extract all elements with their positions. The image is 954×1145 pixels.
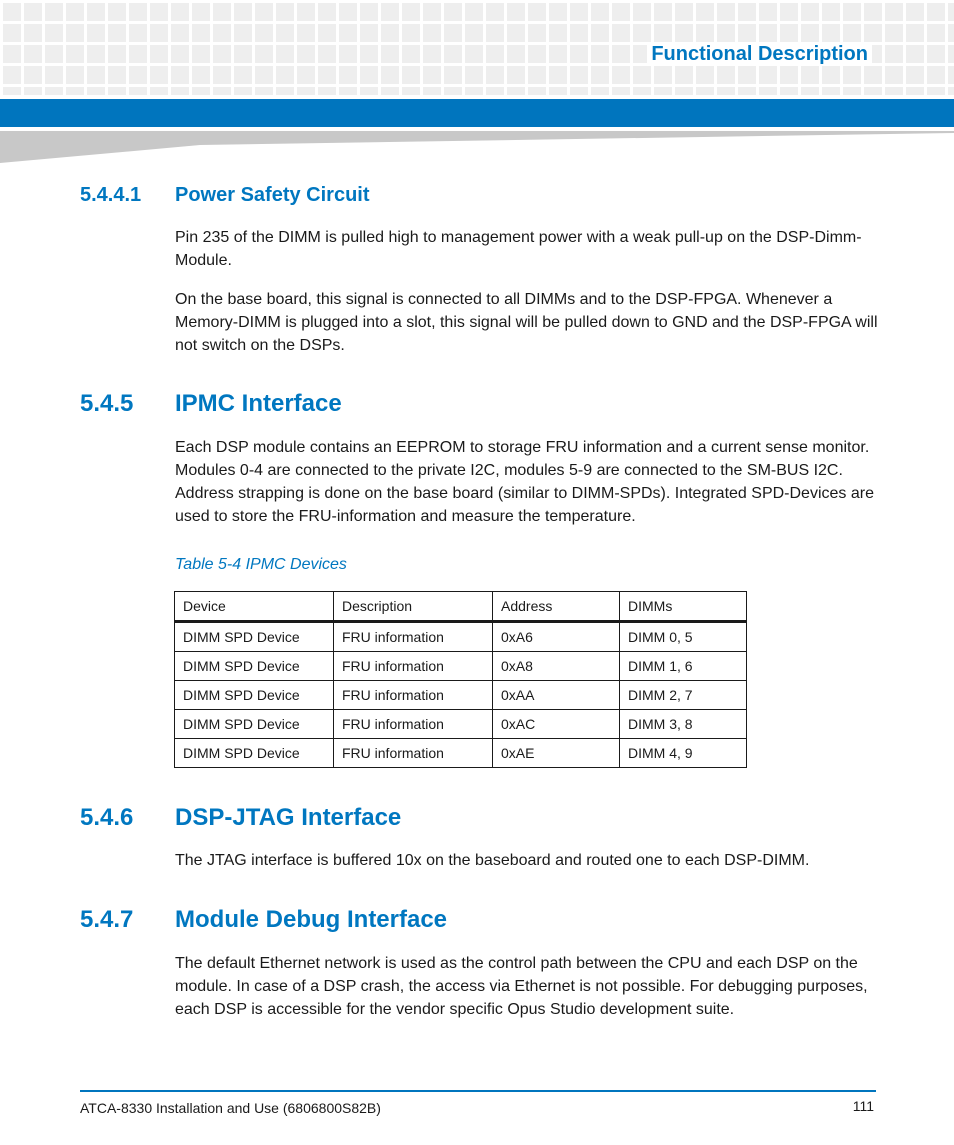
section-title: Power Safety Circuit bbox=[175, 184, 370, 206]
table-cell: 0xA8 bbox=[493, 652, 620, 681]
table-cell: DIMM 2, 7 bbox=[620, 681, 747, 710]
table-cell: 0xAA bbox=[493, 681, 620, 710]
table-header-row bbox=[175, 592, 747, 622]
table-row bbox=[175, 739, 747, 768]
section-5441-heading bbox=[80, 184, 370, 207]
table-cell: FRU information bbox=[334, 739, 493, 768]
table-cell: DIMM 0, 5 bbox=[620, 622, 747, 652]
table-cell: DIMM SPD Device bbox=[175, 622, 334, 652]
footer-rule bbox=[80, 1090, 876, 1092]
table-cell: DIMM SPD Device bbox=[175, 710, 334, 739]
table-header-cell: DIMMs bbox=[620, 592, 747, 622]
table-cell: FRU information bbox=[334, 681, 493, 710]
table-header-cell: Device bbox=[175, 592, 334, 622]
table-caption: Table 5-4 IPMC Devices bbox=[175, 556, 347, 573]
section-546-heading bbox=[80, 804, 401, 832]
footer-doc-title: ATCA-8330 Installation and Use (6806800S82B) bbox=[80, 1100, 381, 1116]
header-grey-swoosh bbox=[0, 131, 954, 163]
section-number: 5.4.7 bbox=[80, 906, 134, 933]
header-blue-bar bbox=[0, 99, 954, 127]
section-546-para: The JTAG interface is buffered 10x on the baseboard and routed one to each DSP-DIMM. bbox=[175, 852, 810, 869]
table-row bbox=[175, 710, 747, 739]
table-row bbox=[175, 622, 747, 652]
section-number: 5.4.5 bbox=[80, 390, 134, 417]
ipmc-devices-table bbox=[174, 591, 747, 768]
table-cell: DIMM 3, 8 bbox=[620, 710, 747, 739]
section-title: DSP-JTAG Interface bbox=[175, 804, 402, 831]
table-cell: FRU information bbox=[334, 652, 493, 681]
page-number: 111 bbox=[852, 1098, 874, 1114]
table-cell: FRU information bbox=[334, 622, 493, 652]
chapter-title: Functional Description bbox=[647, 43, 872, 66]
table-header-cell: Address bbox=[493, 592, 620, 622]
section-547-para: The default Ethernet network is used as the control path between the CPU and each DSP on the module. In case of a DSP crash, the access via Ethernet is not possible. For debugging purposes, each DSP is accessible for the vendor specific Opus Studio development suite. bbox=[175, 955, 868, 1018]
table-cell: DIMM SPD Device bbox=[175, 652, 334, 681]
section-title: IPMC Interface bbox=[175, 390, 342, 417]
table-cell: DIMM SPD Device bbox=[175, 739, 334, 768]
table-cell: 0xAE bbox=[493, 739, 620, 768]
table-cell: DIMM 4, 9 bbox=[620, 739, 747, 768]
table-row bbox=[175, 681, 747, 710]
table-row bbox=[175, 652, 747, 681]
section-5441-para1: Pin 235 of the DIMM is pulled high to management power with a weak pull-up on the DSP-Dimm-Module. bbox=[175, 229, 862, 269]
table-cell: 0xA6 bbox=[493, 622, 620, 652]
table-cell: FRU information bbox=[334, 710, 493, 739]
table-cell: DIMM SPD Device bbox=[175, 681, 334, 710]
section-545-para: Each DSP module contains an EEPROM to storage FRU information and a current sense monitor. Modules 0-4 are connected to the private I2C, modules 5-9 are connected to the SM-BUS I2C. Address strapping is done on the base board (similar to DIMM-SPDs). Integrated SPD-Devices are used to store the FRU-information and measure the temperature. bbox=[175, 439, 874, 525]
section-number: 5.4.6 bbox=[80, 804, 134, 831]
table-cell: DIMM 1, 6 bbox=[620, 652, 747, 681]
table-cell: 0xAC bbox=[493, 710, 620, 739]
section-5441-para2: On the base board, this signal is connected to all DIMMs and to the DSP-FPGA. Whenever a Memory-DIMM is plugged into a slot, this signal will be pulled down to GND and the DSP-FPGA will not switch on the DSPs. bbox=[175, 291, 878, 354]
table-header-cell: Description bbox=[334, 592, 493, 622]
section-547-heading bbox=[80, 906, 447, 934]
section-545-heading bbox=[80, 390, 342, 418]
section-title: Module Debug Interface bbox=[175, 906, 448, 933]
section-number: 5.4.4.1 bbox=[80, 184, 142, 206]
